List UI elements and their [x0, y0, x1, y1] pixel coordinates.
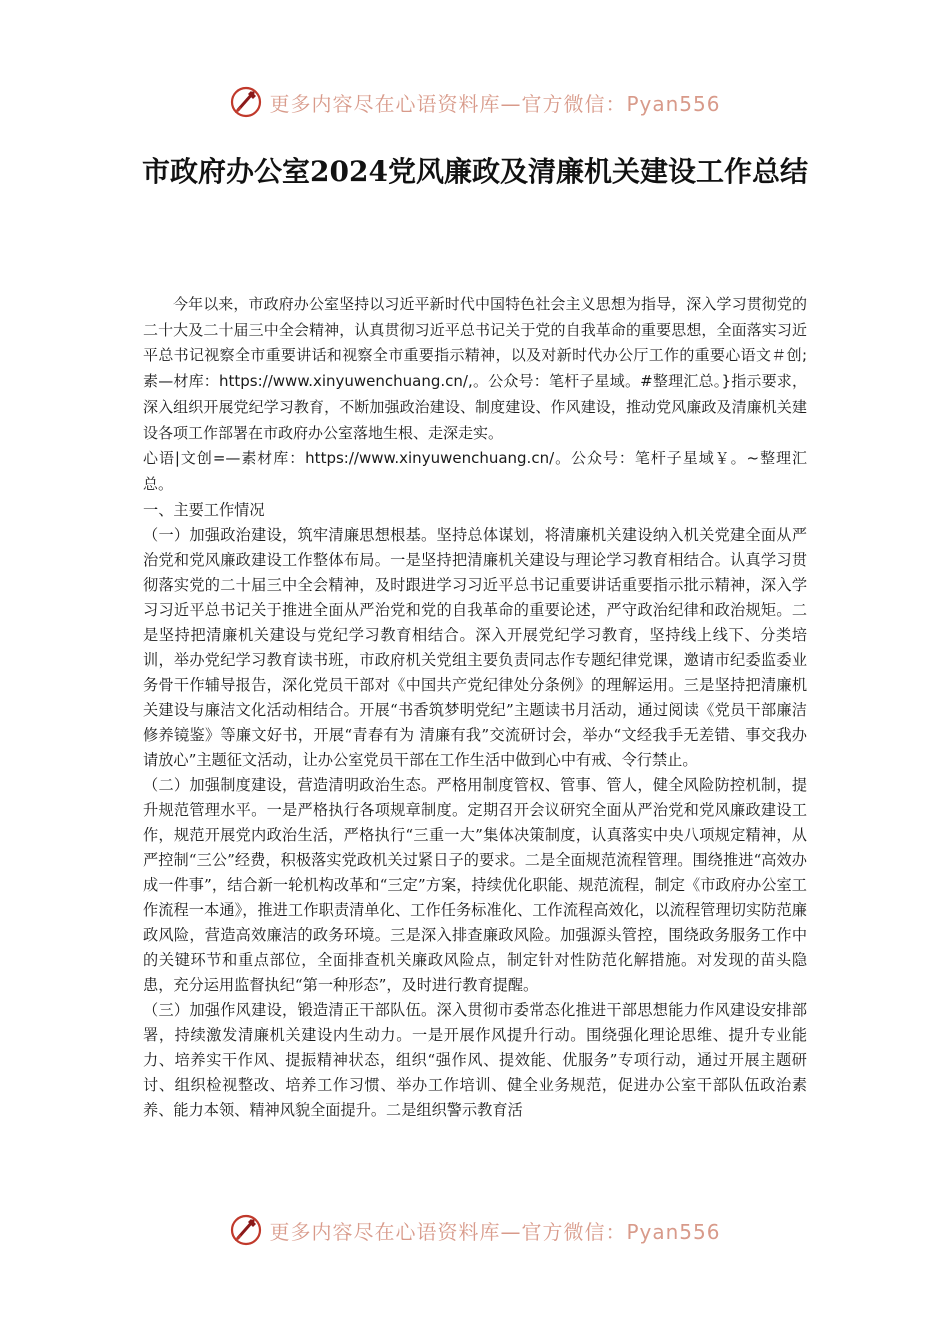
document-title: 市政府办公室2024党风廉政及清廉机关建设工作总结	[142, 155, 808, 188]
paragraph-political: （一）加强政治建设，筑牢清廉思想根基。坚持总体谋划，将清廉机关建设纳入机关党建全面从严治党和党风廉政建设工作整体布局。一是坚持把清廉机关建设与理论学习教育相结合。认真学习贯彻落实党的二十届三中全会精神，及时跟进学习习近平总书记重要讲话重要指示批示精神，深入学习习近平总书记关于推进全面从严治党和党的自我革命的重要论述，严守政治纪律和政治规矩。二是坚持把清廉机关建设与党纪学习教育相结合。深入开展党纪学习教育，坚持线上线下、分类培训，举办党纪学习教育读书班，市政府机关党组主要负责同志作专题纪律党课，邀请市纪委监委业务骨干作辅导报告，深化党员干部对《中国共产党纪律处分条例》的理解运用。三是坚持把清廉机关建设与廉洁文化活动相结合。开展“书香筑梦明党纪”主题读书月活动，通过阅读《党员干部廉洁修养镜鉴》等廉文好书，开展“青春有为 清廉有我”交流研讨会，举办“文经我手无差错、事交我办请放心”主题征文活动，让办公室党员干部在工作生活中做到心中有戒、令行禁止。	[143, 525, 807, 769]
banner-text: 更多内容尽在心语资料库—官方微信：Pyan556	[269, 1219, 721, 1244]
paragraph-institutional: （二）加强制度建设，营造清明政治生态。严格用制度管权、管事、管人，健全风险防控机制，提升规范管理水平。一是严格执行各项规章制度。定期召开会议研究全面从严治党和党风廉政建设工作，规范开展党内政治生活，严格执行“三重一大”集体决策制度，认真落实中央八项规定精神，从严控制“三公”经费，积极落实党政机关过紧日子的要求。二是全面规范流程管理。围绕推进“高效办成一件事”，结合新一轮机构改革和“三定”方案，持续优化职能、规范流程，制定《市政府办公室工作流程一本通》，推进工作职责清单化、工作任务标准化、工作流程高效化，以流程管理切实防范廉政风险，营造高效廉洁的政务环境。三是深入排查廉政风险。加强源头管控，围绕政务服务工作中的关键环节和重点部位，全面排查机关廉政风险点，制定针对性防范化解措施。对发现的苗头隐患，充分运用监督执纪“第一种形态”，及时进行教育提醒。	[143, 775, 807, 994]
pen-seal-logo-icon	[229, 85, 263, 119]
top-banner	[0, 80, 950, 124]
banner-text: 更多内容尽在心语资料库—官方微信：Pyan556	[269, 91, 721, 116]
intro-paragraph: 今年以来，市政府办公室坚持以习近平新时代中国特色社会主义思想为指导，深入学习贯彻党的二十大及二十届三中全会精神，认真贯彻习近平总书记关于党的自我革命的重要思想，全面落实习近平总书记视察全市重要讲话和视察全市重要指示精神，以及对新时代办公厅工作的重要心语文＃创;素—材库：https://www.xinyuwenchuang.cn/,。公众号：笔杆子星域。#整理汇总。}指示要求，深入组织开展党纪学习教育，不断加强政治建设、制度建设、作风建设，推动党风廉政及清廉机关建设各项工作部署在市政府办公室落地生根、走深走实。	[143, 295, 807, 442]
paragraph-conduct: （三）加强作风建设，锻造清正干部队伍。深入贯彻市委常态化推进干部思想能力作风建设安排部署，持续激发清廉机关建设内生动力。一是开展作风提升行动。围绕强化理论思维、提升专业能力、培养实干作风、提振精神状态，组织“强作风、提效能、优服务”专项行动，通过开展主题研讨、组织检视整改、培养工作习惯、举办工作培训、健全业务规范，促进办公室干部队伍政治素养、能力本领、精神风貌全面提升。二是组织警示教育活	[143, 1000, 807, 1119]
source-note: 心语|文创=—素材库：https://www.xinyuwenchuang.cn/。公众号：笔杆子星域￥。~整理汇总。	[143, 449, 807, 493]
document-body	[143, 292, 807, 1123]
pen-seal-logo-icon	[229, 1213, 263, 1247]
section-heading: 一、主要工作情况	[143, 500, 265, 519]
bottom-banner	[0, 1208, 950, 1252]
